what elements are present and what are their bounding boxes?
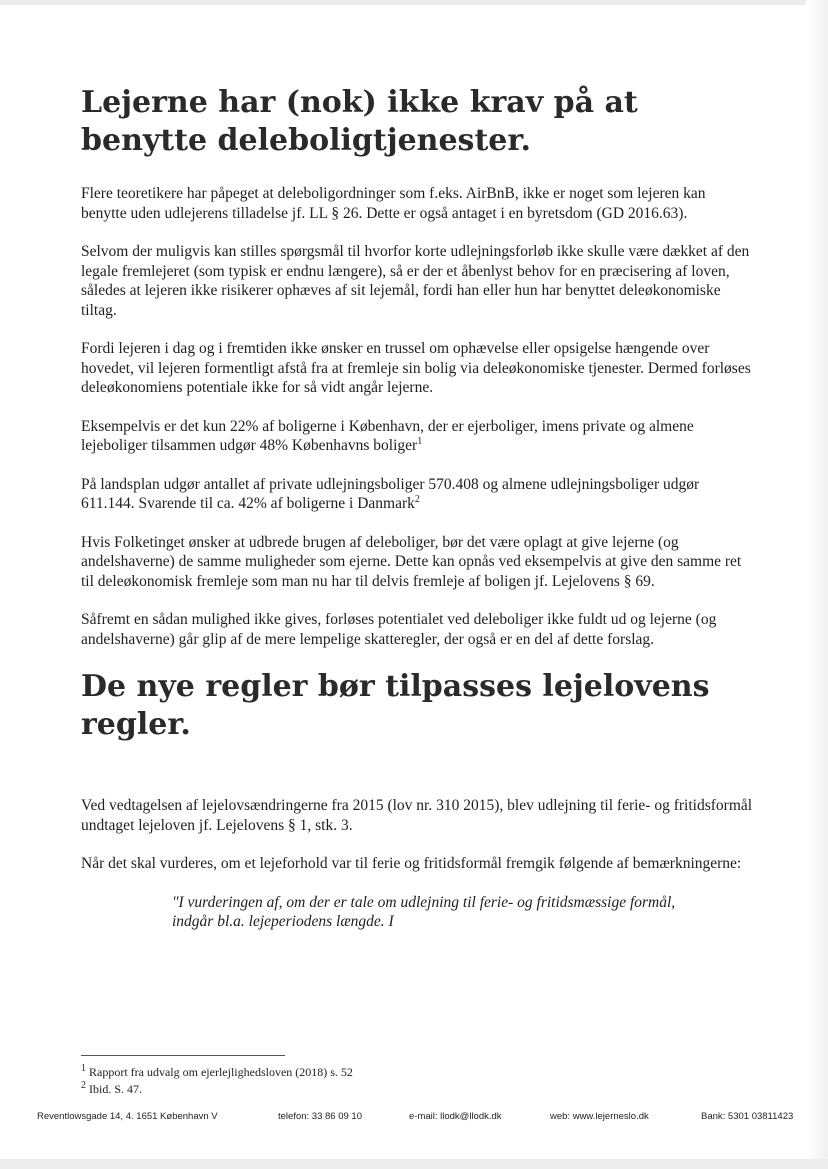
footnote-separator — [81, 1055, 285, 1056]
footnotes — [81, 1064, 753, 1097]
footer-web: web: www.lejerneslo.dk — [550, 1111, 649, 1122]
paragraph: Såfremt en sådan mulighed ikke gives, forløses potentialet ved deleboliger ikke fuldt ud og lejerne (og andelshaverne) går glip af de mere lempelige skatteregler, der også er en del af dette forslag. — [81, 611, 717, 648]
footnote-ref-2: 2 — [414, 493, 420, 505]
paragraph-text: På landsplan udgør antallet af private udlejningsboliger 570.408 og almene udlejningsboliger udgør 611.144. Svarende til ca. 42% af boligerne i Danmark — [81, 475, 700, 512]
footnote-text: Rapport fra udvalg om ejerlejlighedsloven (2018) s. 52 — [89, 1065, 353, 1079]
footnote-number: 2 — [81, 1079, 86, 1091]
paragraph: Ved vedtagelsen af lejelovsændringerne fra 2015 (lov nr. 310 2015), blev udlejning til ferie- og fritidsformål undtaget lejeloven jf. Lejelovens § 1, stk. 3. — [81, 797, 753, 834]
paragraph: Selvom der muligvis kan stilles spørgsmål til hvorfor korte udlejningsforløb ikke skulle være dækket af den legale fremlejeret (som typisk er endnu længere), så er der et åbenlyst behov for en præcisering af loven, således at lejeren ikke risikerer ophæves af sit lejemål, fordi han eller hun har benyttet deleøkonomiske tiltag. — [81, 243, 750, 319]
paragraph: Når det skal vurderes, om et lejeforhold var til ferie og fritidsformål fremgik følgende af bemærkningerne: — [81, 855, 742, 872]
paragraph-with-footnote-1 — [81, 417, 753, 456]
paragraph: Hvis Folketinget ønsker at udbrede brugen af deleboliger, bør det være oplagt at give lejerne (og andelshaverne) de samme muligheder som ejerne. Dette kan opnås ved eksempelvis at give den samme ret til deleøkonomisk fremleje som man nu har til delvis fremleje af boligen jf. Lejelovens § 69. — [81, 533, 742, 590]
page-edge-top — [0, 0, 828, 5]
footer-phone: telefon: 33 86 09 10 — [278, 1111, 362, 1122]
page-footer — [37, 1111, 807, 1125]
section-heading-new-rules: De nye regler bør tilpasses lejelovens regler. — [81, 669, 710, 742]
paragraph-text: Eksempelvis er det kun 22% af boligerne i København, der er ejerboliger, imens private og almene lejeboliger tilsammen udgør 48% Københavns boliger — [81, 417, 694, 454]
footnote-number: 1 — [81, 1063, 86, 1074]
footer-email: e-mail: llodk@llodk.dk — [409, 1111, 502, 1122]
section-heading-tenants-rights: Lejerne har (nok) ikke krav på at benytte deleboligtjenester. — [81, 85, 638, 158]
paragraph: Fordi lejeren i dag og i fremtiden ikke ønsker en trussel om ophævelse eller opsigelse hængende over hovedet, vil lejeren formentligt afstå fra at fremleje sin bolig via deleøkonomiske tjenester. Dermed forløses deleøkonomiens potentiale ikke for så vidt angår lejerne. — [81, 340, 751, 396]
document-body — [81, 84, 753, 932]
footnote-1 — [81, 1064, 753, 1081]
footnote-2 — [81, 1081, 753, 1098]
block-quote: "I vurderingen af, om der er tale om udlejning til ferie- og fritidsmæssige formål, indgår bl.a. lejeperiodens længde. I — [172, 893, 676, 930]
footer-bank: Bank: 5301 03811423 — [701, 1111, 794, 1122]
footer-address: Reventlowsgade 14, 4. 1651 København V — [37, 1111, 218, 1122]
paragraph-with-footnote-2 — [81, 475, 753, 514]
paragraph: Flere teoretikere har påpeget at deleboligordninger som f.eks. AirBnB, ikke er noget som lejeren kan benytte uden udlejerens tilladelse jf. LL § 26. Dette er også antaget i en byretsdom (GD 2016.63). — [81, 185, 706, 222]
page-edge-bottom — [0, 1159, 828, 1169]
footnote-ref-1: 1 — [417, 435, 423, 447]
footnote-text: Ibid. S. 47. — [89, 1081, 143, 1096]
page-edge-right — [806, 0, 828, 1169]
